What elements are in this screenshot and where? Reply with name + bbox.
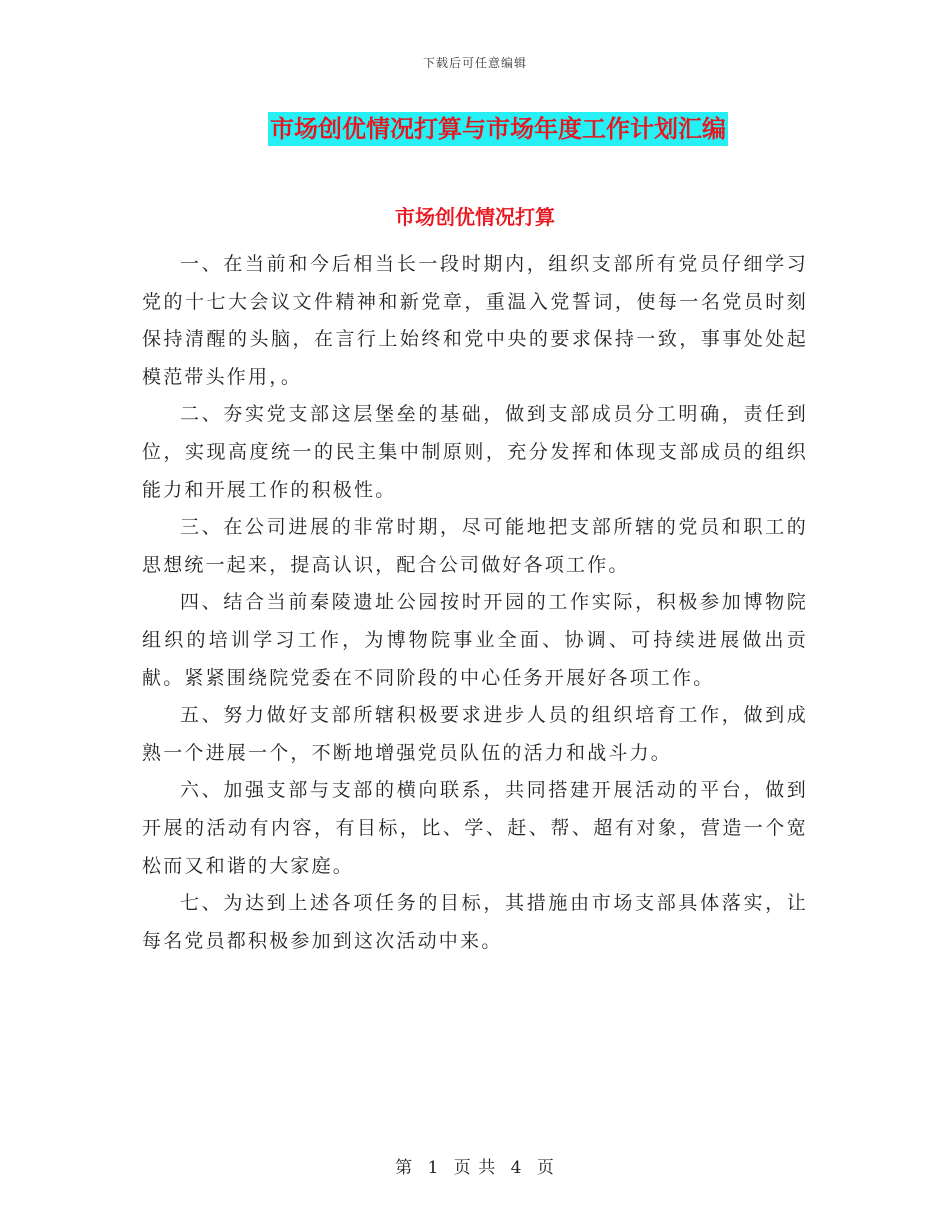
footer-page-number: 1 bbox=[427, 1158, 440, 1178]
page-footer bbox=[0, 1153, 950, 1178]
header-note: 下载后可任意编辑 bbox=[422, 56, 527, 70]
paragraph-1: 一、在当前和今后相当长一段时期内，组织支部所有党员仔细学习党的十七大会议文件精神和新党章，重温入党誓词，使每一名党员时刻保持清醒的头脑，在言行上始终和党中央的要求保持一致，事事处处起模范带头作用，。 bbox=[142, 253, 808, 388]
paragraph-4: 四、结合当前秦陵遗址公园按时开园的工作实际，积极参加博物院组织的培训学习工作，为博物院事业全面、协调、可持续进展做出贡献。紧紧围绕院党委在不同阶段的中心任务开展好各项工作。 bbox=[142, 591, 808, 689]
paragraph-6: 六、加强支部与支部的横向联系，共同搭建开展活动的平台，做到开展的活动有内容，有目标，比、学、赶、帮、超有对象，营造一个宽松而又和谐的大家庭。 bbox=[142, 779, 808, 877]
document-title bbox=[0, 112, 950, 146]
section-title: 市场创优情况打算 bbox=[395, 205, 555, 229]
paragraph-3: 三、在公司进展的非常时期，尽可能地把支部所辖的党员和职工的思想统一起来，提高认识，配合公司做好各项工作。 bbox=[142, 516, 808, 576]
paragraph-5: 五、努力做好支部所辖积极要求进步人员的组织培育工作，做到成熟一个进展一个，不断地增强党员队伍的活力和战斗力。 bbox=[142, 704, 808, 764]
footer-suffix: 页 bbox=[536, 1158, 555, 1178]
paragraph-7: 七、为达到上述各项任务的目标，其措施由市场支部具体落实，让每名党员都积极参加到这次活动中来。 bbox=[142, 892, 808, 952]
document-body bbox=[142, 246, 808, 960]
document-title-text: 市场创优情况打算与市场年度工作计划汇编 bbox=[268, 112, 728, 146]
footer-prefix: 第 bbox=[395, 1158, 414, 1178]
footer-total-pages: 4 bbox=[510, 1158, 523, 1178]
footer-middle: 页 共 bbox=[453, 1158, 497, 1178]
paragraph-2: 二、夯实党支部这层堡垒的基础，做到支部成员分工明确，责任到位，实现高度统一的民主集中制原则，充分发挥和体现支部成员的组织能力和开展工作的积极性。 bbox=[142, 403, 808, 501]
